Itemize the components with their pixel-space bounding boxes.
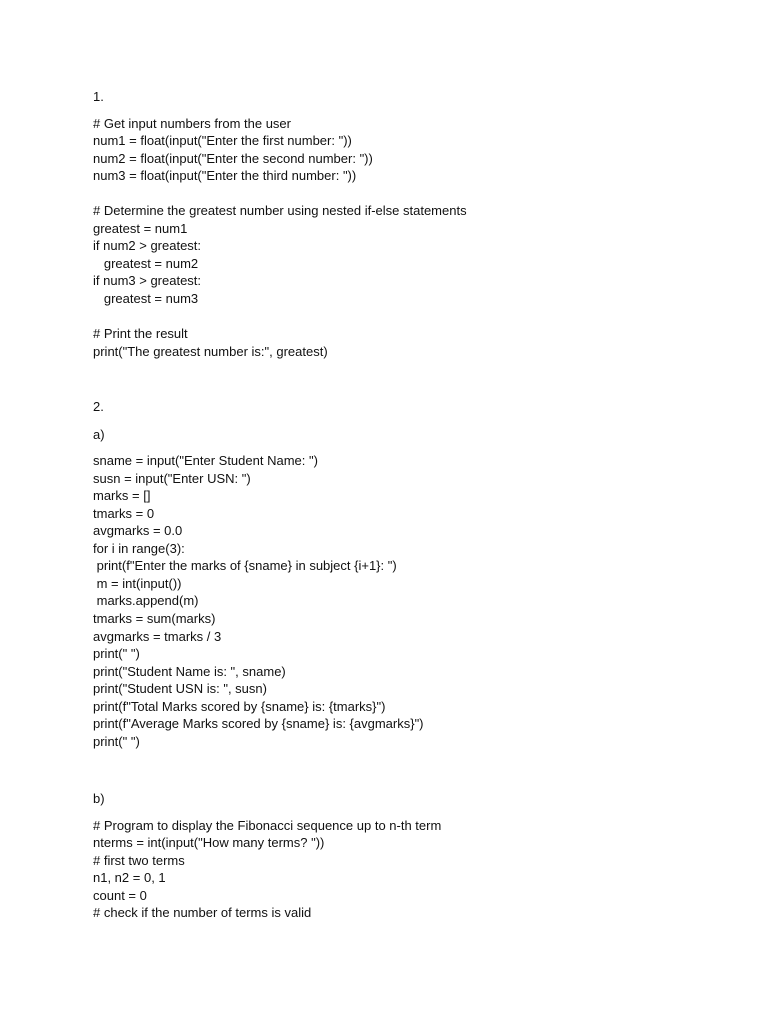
- code-line: print(f"Average Marks scored by {sname} is: {avgmarks}"): [93, 716, 424, 731]
- code-line: count = 0: [93, 888, 147, 903]
- code-line: if num2 > greatest:: [93, 238, 202, 253]
- code-line: print(" "): [93, 734, 140, 749]
- code-line: num3 = float(input("Enter the third number: ")): [93, 168, 357, 183]
- code-line: n1, n2 = 0, 1: [93, 870, 166, 885]
- code-line: if num3 > greatest:: [93, 273, 202, 288]
- code-line: avgmarks = 0.0: [93, 523, 183, 538]
- code-line: tmarks = sum(marks): [93, 611, 216, 626]
- code-line: print(f"Total Marks scored by {sname} is: {tmarks}"): [93, 699, 386, 714]
- code-line: greatest = num2: [93, 256, 199, 271]
- code-line: nterms = int(input("How many terms? ")): [93, 835, 325, 850]
- code-comment: # Determine the greatest number using nested if-else statements: [93, 203, 467, 218]
- code-line: for i in range(3):: [93, 541, 185, 556]
- code-comment: # Get input numbers from the user: [93, 116, 291, 131]
- code-line: marks = []: [93, 488, 151, 503]
- code-line: print("Student Name is: ", sname): [93, 664, 286, 679]
- code-line: greatest = num1: [93, 221, 188, 236]
- code-comment: # check if the number of terms is valid: [93, 905, 312, 920]
- part-label: a): [93, 427, 105, 442]
- code-line: num2 = float(input("Enter the second number: ")): [93, 151, 373, 166]
- section-number: 2.: [93, 399, 104, 414]
- code-line: greatest = num3: [93, 291, 199, 306]
- section-number: 1.: [93, 89, 104, 104]
- part-label: b): [93, 791, 105, 806]
- code-line: print("The greatest number is:", greatest): [93, 344, 328, 359]
- code-line: tmarks = 0: [93, 506, 155, 521]
- code-line: avgmarks = tmarks / 3: [93, 629, 222, 644]
- code-comment: # Program to display the Fibonacci sequence up to n-th term: [93, 818, 442, 833]
- code-line: marks.append(m): [93, 593, 199, 608]
- code-line: sname = input("Enter Student Name: "): [93, 453, 318, 468]
- code-comment: # Print the result: [93, 326, 188, 341]
- code-line: num1 = float(input("Enter the first number: ")): [93, 133, 352, 148]
- code-line: susn = input("Enter USN: "): [93, 471, 251, 486]
- code-comment: # first two terms: [93, 853, 185, 868]
- code-line: m = int(input()): [93, 576, 182, 591]
- code-line: print("Student USN is: ", susn): [93, 681, 267, 696]
- code-line: print(" "): [93, 646, 140, 661]
- code-line: print(f"Enter the marks of {sname} in subject {i+1}: "): [93, 558, 397, 573]
